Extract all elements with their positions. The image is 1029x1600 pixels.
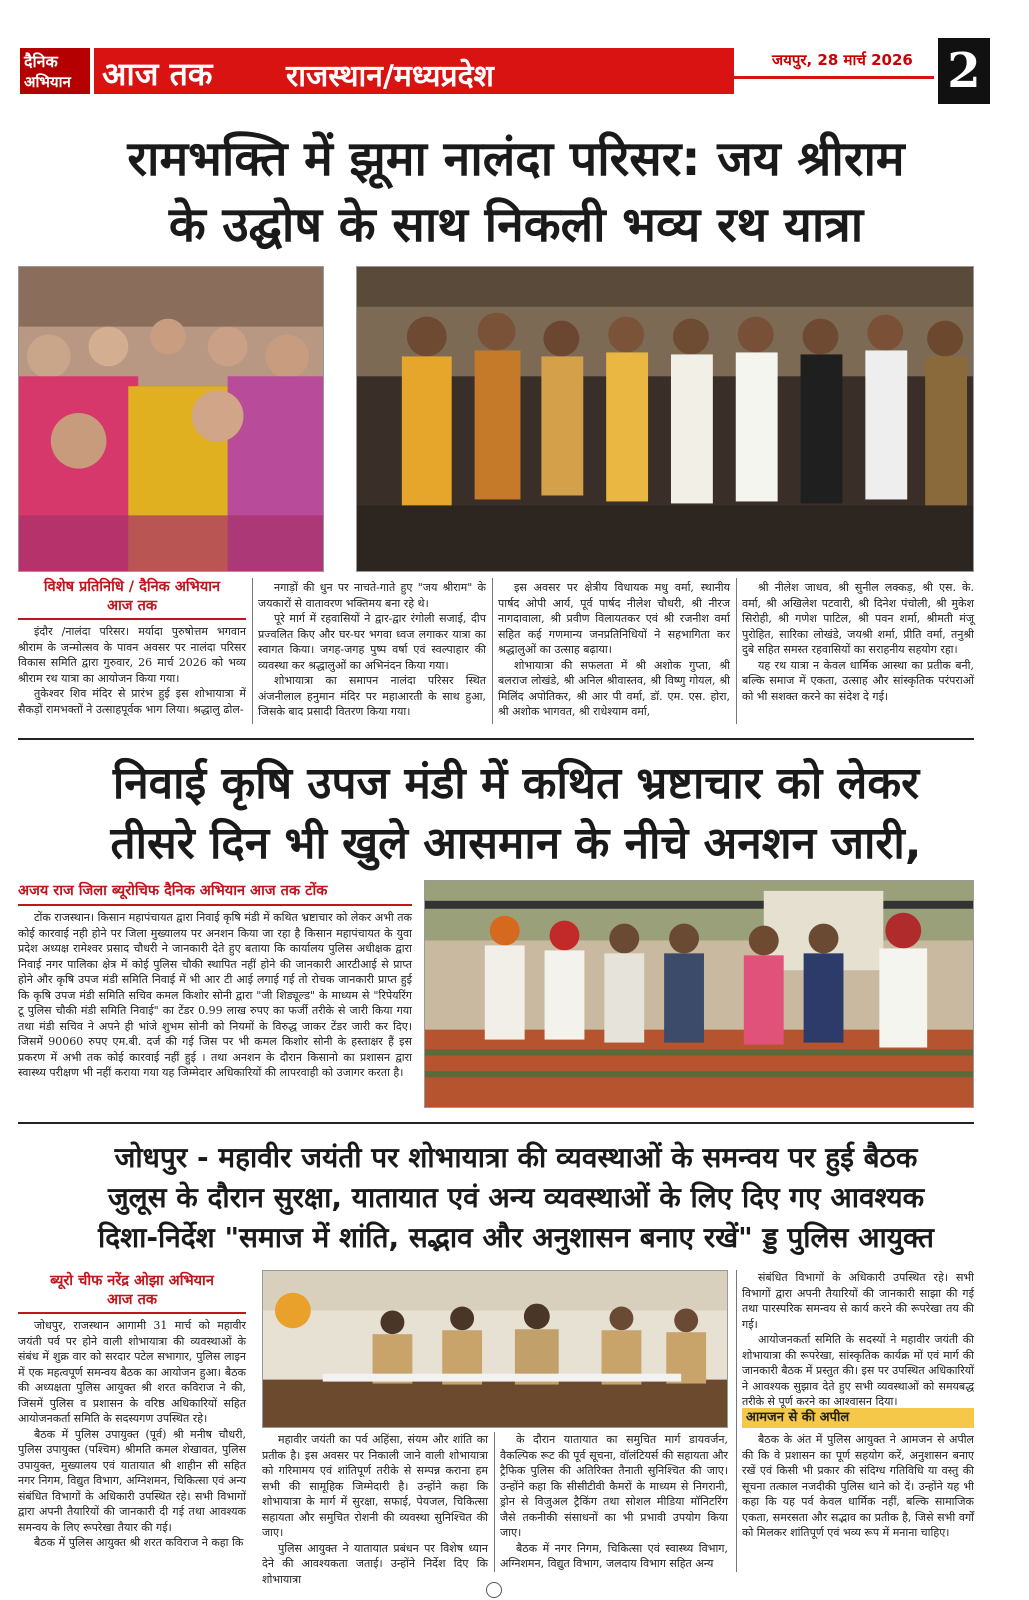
paragraph: बैठक में नगर निगम, चिकित्सा एवं स्वास्थ्य विभाग, अग्निशमन, विद्युत विभाग, जलदाय विभाग सहित अन्य [500, 1541, 728, 1570]
paragraph: के दौरान यातायात का समुचित मार्ग डायवर्जन, वैकल्पिक रूट की पूर्व सूचना, वॉलंटियर्स की सहायता और ट्रैफिक पुलिस की अतिरिक्त तैनाती सुनिश्चित की जाए। उन्होंने कहा कि सीसीटीवी कैमरों के माध्यम से निगरानी, ड्रोन से विजुअल ट्रैकिंग तथा सोशल मीडिया मॉनिटरिंग जैसे तकनीकी संसाधनों का भी प्रभावी उपयोग किया जाए। [500, 1433, 728, 1539]
issue-date: जयपुर, 28 मार्च 2026 [772, 51, 913, 69]
paragraph: पूरे मार्ग में रहवासियों ने द्वार-द्वार रंगोली सजाई, दीप प्रज्वलित किए और घर-घर भगवा ध्वज लगाकर यात्रा का स्वागत किया। जगह-जगह पुष्प वर्षा एवं स्वल्पाहार की व्यवस्था कर श्रद्धालुओं का अभिनंदन किया गया। [258, 612, 486, 672]
paragraph: टोंक राजस्थान। किसान महापंचायत द्वारा निवाई कृषि मंडी में कथित भ्रष्टाचार को लेकर अभी तक कोई कारवाई नही होने पर जिला मुख्यालय पर अनशन किया जा रहा है किसान महापंचायत के युवा प्रदेश अध्यक्ष रामेश्वर प्रसाद चौधरी ने जानकारी देते हुए बताया कि कार्यालय पुलिस अधीक्षक द्वारा निवाई नगर पालिका क्षेत्र में कोई पुलिस चौकी स्थापित नहीं होने की जानकारी आरटीआई से प्राप्त होने और कृषि उपज मंडी समिति निवाई में भी आर टी आई लगाई गई तो रोचक जानकारी प्राप्त हुई कि कृषि उपज मंडी समिति सचिव कमल किशोर सोनी द्वारा "जी शिड्यूल्ड" के माध्यम से "रिपेयरिंग टू पुलिस चौकी मंडी समिति निवाई" का टेंडर 0.99 लाख रुपए का फर्जी तरीके से जारी किया गया तथा मंडी सचिव ने अपने ही भांजे शुभम सोनी को नियमों के विरुद्ध जाकर टेंडर जारी कर दिए। जिसमें 90060 रुपए एम.बी. दर्ज की गई जिस पर भी कमल किशोर सोनी के हस्ताक्षर हैं इस प्रकरण में अभी तक कोई कारवाई नहीं हुई । तथा अनशन के दौरान किसानो का प्रशासन द्वारा स्वास्थ्य परीक्षण भी नहीं कराया गया यह जिम्मेदार अधिकारियों की लापरवाही को उजागर करता है। [18, 911, 412, 1079]
column-rule [736, 578, 737, 724]
paragraph: पुलिस आयुक्त ने यातायात प्रबंधन पर विशेष ध्यान देने की आवश्यकता जताई। उन्होंने निर्देश दिए कि शोभायात्रा [262, 1541, 488, 1586]
region-title: राजस्थान/मध्यप्रदेश [286, 59, 494, 94]
story2-byline-rule [18, 904, 412, 906]
paragraph: जोधपुर, राजस्थान आगामी 31 मार्च को महावीर जयंती पर्व पर होने वाली शोभायात्रा की व्यवस्थाओं के संबंध में शुक्र वार को सरदार पटेल सभागार, पुलिस लाइन में एक महत्वपूर्ण समन्वय बैठक का आयोजन हुआ। बैठक की अध्यक्षता पुलिस आयुक्त श्री शरत कविराज ने की, जिसमें पुलिस व प्रशासन के वरिष्ठ अधिकारियों सहित आयोजनकर्ता समिति के सदस्यगण उपस्थित रहे। [18, 1319, 246, 1425]
paragraph: शोभायात्रा की सफलता में श्री अशोक गुप्ता, श्री बलराज लोखंडे, श्री अनिल श्रीवास्तव, श्री विष्णु गोयल, श्री मिलिंद अपोतिकर, श्री आर पी वर्मा, डॉ. एम. एस. होरा, श्री अशोक भागवत, श्री राधेश्याम वर्मा, [498, 658, 730, 718]
paragraph: संबंधित विभागों के अधिकारी उपस्थित रहे। सभी विभागों द्वारा अपनी तैयारियों की जानकारी साझा की गई तथा पारस्परिक समन्वय से कार्य करने की रूपरेखा तय की गई। [742, 1271, 974, 1331]
paragraph: बैठक के अंत में पुलिस आयुक्त ने आमजन से अपील की कि वे प्रशासन का पूर्ण सहयोग करें, अनुशासन बनाए रखें एवं किसी भी प्रकार की संदिग्ध गतिविधि या वस्तु की सूचना तत्काल नजदीकी पुलिस थाने को दें। उन्होंने यह भी कहा कि यह पर्व केवल धार्मिक नहीं, बल्कि सामाजिक एकता, समरसता और सद्भाव का प्रतीक है, जिसे सभी वर्गों को मिलकर शांतिपूर्ण एवं भव्य रूप में मनाना चाहिए। [742, 1433, 974, 1539]
paragraph: तुकेश्वर शिव मंदिर से प्रारंभ हुई इस शोभायात्रा में सैकड़ों रामभक्तों ने उत्साहपूर्वक भाग लिया। श्रद्धालु ढोल- [18, 687, 246, 716]
masthead [16, 38, 1016, 104]
story2-byline: अजय राज जिला ब्यूरोचिफ दैनिक अभियान आज तक टोंक [18, 883, 328, 899]
story2-headline-line1: निवाई कृषि उपज मंडी में कथित भ्रष्टाचार को लेकर [112, 758, 920, 809]
story3-headline-line3: दिशा-निर्देश "समाज में शांति, सद्भाव और अनुशासन बनाए रखें" ड्ड पुलिस आयुक्त [97, 1221, 935, 1254]
story3-col3 [500, 1432, 728, 1572]
section-divider [18, 1122, 974, 1124]
brand-line2: अभियान [24, 73, 71, 91]
story3-headline [16, 1138, 1016, 1258]
brand-logo [20, 48, 90, 94]
story2-headline [16, 754, 1016, 874]
registration-mark [486, 1582, 502, 1598]
paragraph: श्री नीलेश जाधव, श्री सुनील लक्कड़, श्री एस. के. वर्मा, श्री अखिलेश पटवारी, श्री दिनेश पंचोली, श्री मुकेश सिरोही, श्री गणेश पाटिल, श्री पवन शर्मा, श्रीमती मंजू पुरोहित, सारिका लोखंडे, जयश्री शर्मा, प्रीति वर्मा, तनुश्री दुबे सहित समस्त रहवासियों का सराहनीय सहयोग रहा। [742, 581, 974, 656]
story2-photo-hunger-strike [424, 880, 974, 1108]
story1-photo-women-devotees [18, 266, 324, 572]
story1-headline-line1: रामभक्ति में झूमा नालंदा परिसर: जय श्रीराम [127, 131, 905, 187]
paragraph: बैठक में पुलिस आयुक्त श्री शरत कविराज ने कहा कि [34, 1536, 244, 1549]
paragraph: शोभायात्रा का समापन नालंदा परिसर स्थित अंजनीलाल हनुमान मंदिर पर महाआरती के साथ हुआ, जिसके बाद प्रसादी वितरण किया गया। [258, 674, 486, 718]
story3-col1 [18, 1318, 246, 1551]
column-rule [736, 1270, 737, 1572]
paragraph: महावीर जयंती का पर्व अहिंसा, संयम और शांति का प्रतीक है। इस अवसर पर निकाली जाने वाली शोभायात्रा को गरिमामय एवं शांतिपूर्ण तरीके से सम्पन्न कराना हम सभी की सामूहिक जिम्मेदारी है। उन्होंने कहा कि शोभायात्रा के मार्ग में सुरक्षा, सफाई, पेयजल, चिकित्सा सहायता और समुचित रोशनी की व्यवस्था सुनिश्चित की जाए। [262, 1433, 488, 1539]
aaj-tak-title: आज तक [102, 55, 213, 93]
column-rule [252, 578, 253, 724]
paragraph: इस अवसर पर क्षेत्रीय विधायक मधु वर्मा, स्थानीय पार्षद ओपी आर्य, पूर्व पार्षद नीलेश चौधरी, श्री नीरज नागदावाला, श्री प्रवीण विलायतकर एवं श्री रजनीश वर्मा सहित कई गणमान्य जनप्रतिनिधियों ने सहभागिता कर श्रद्धालुओं का उत्साह बढ़ाया। [498, 581, 730, 656]
masthead-band [94, 48, 734, 94]
story1-col1 [18, 624, 246, 717]
story1-byline-line2: आज तक [106, 598, 158, 614]
story3-col4 [742, 1270, 974, 1410]
story1-headline [16, 126, 1016, 258]
paragraph: नगाड़ों की धुन पर नाचते-गाते हुए "जय श्रीराम" के जयकारों से वातावरण भक्तिमय बना रहे थे। [258, 581, 486, 610]
story1-byline-line1: विशेष प्रतिनिधि / दैनिक अभियान [43, 579, 221, 595]
story3-photo-police-meeting [262, 1270, 728, 1428]
story3-headline-line2: जुलूस के दौरान सुरक्षा, यातायात एवं अन्य व्यवस्थाओं के लिए दिए गए आवश्यक [107, 1181, 925, 1214]
masthead-rule [734, 76, 934, 79]
section-divider [18, 738, 974, 740]
story3-byline-line1: ब्यूरो चीफ नरेंद्र ओझा अभियान [50, 1273, 214, 1289]
story1-col2 [258, 580, 486, 720]
story3-headline-line1: जोधपुर - महावीर जयंती पर शोभायात्रा की व्यवस्थाओं के समन्वय पर हुई बैठक [114, 1141, 918, 1174]
column-rule [494, 1432, 495, 1572]
story3-col4-after [742, 1432, 974, 1541]
story1-photo-dignitaries-group [356, 266, 974, 572]
story3-byline [18, 1272, 246, 1310]
story3-byline-line2: आज तक [106, 1292, 158, 1308]
paragraph: बैठक में पुलिस उपायुक्त (पूर्व) श्री मनीष चौधरी, पुलिस उपायुक्त (पश्चिम) श्रीमति कमल शेखावत, पुलिस उपायुक्त, मुख्यालय एवं यातायात श्री शाहीन सी सहित नगर निगम, विद्युत विभाग, अग्निशमन, चिकित्सा एवं अन्य संबंधित विभागों के अधिकारी उपस्थित रहे। सभी विभागों द्वारा अपनी तैयारियों की जानकारी दी गई तथा आवश्यक समन्वय के लिए रूपरेखा तैयार की गई। [18, 1427, 246, 1534]
story3-subhead: आमजन से की अपील [742, 1408, 974, 1428]
paragraph: आयोजनकर्ता समिति के सदस्यों ने महावीर जयंती की शोभायात्रा की रूपरेखा, सांस्कृतिक कार्यक्र मों एवं मार्ग की जानकारी बैठक में प्रस्तुत की। इस पर उपस्थित अधिकारियों ने आवश्यक सुझाव देते हुए सभी व्यवस्थाओं को समयबद्ध तरीके से पूर्ण करने का आश्वासन दिया। [742, 1333, 974, 1408]
story1-col4 [742, 580, 974, 704]
story3-col2 [262, 1432, 488, 1587]
story2-headline-line2: तीसरे दिन भी खुले आसमान के नीचे अनशन जारी, [110, 818, 922, 869]
story1-col3 [498, 580, 730, 720]
story1-byline-rule [18, 618, 246, 620]
story3-byline-rule [18, 1312, 246, 1314]
column-rule [492, 578, 493, 724]
paragraph: इंदौर /नालंदा परिसर। मर्यादा पुरुषोत्तम भगवान श्रीराम के जन्मोत्सव के पावन अवसर पर नालंदा परिसर विकास समिति द्वारा गुरुवार, 26 मार्च 2026 को भव्य श्रीराम रथ यात्रा का आयोजन किया गया। [18, 625, 246, 685]
story1-byline [18, 578, 246, 616]
story1-headline-line2: के उद्घोष के साथ निकली भव्य रथ यात्रा [168, 197, 864, 253]
story2-body [18, 910, 412, 1081]
page-number: 2 [938, 38, 990, 104]
paragraph: यह रथ यात्रा न केवल धार्मिक आस्था का प्रतीक बनी, बल्कि समाज में एकता, उत्साह और सांस्कृतिक परंपराओं को भी सशक्त करने का संदेश दे गई। [742, 658, 974, 703]
brand-line1: दैनिक [24, 52, 58, 71]
